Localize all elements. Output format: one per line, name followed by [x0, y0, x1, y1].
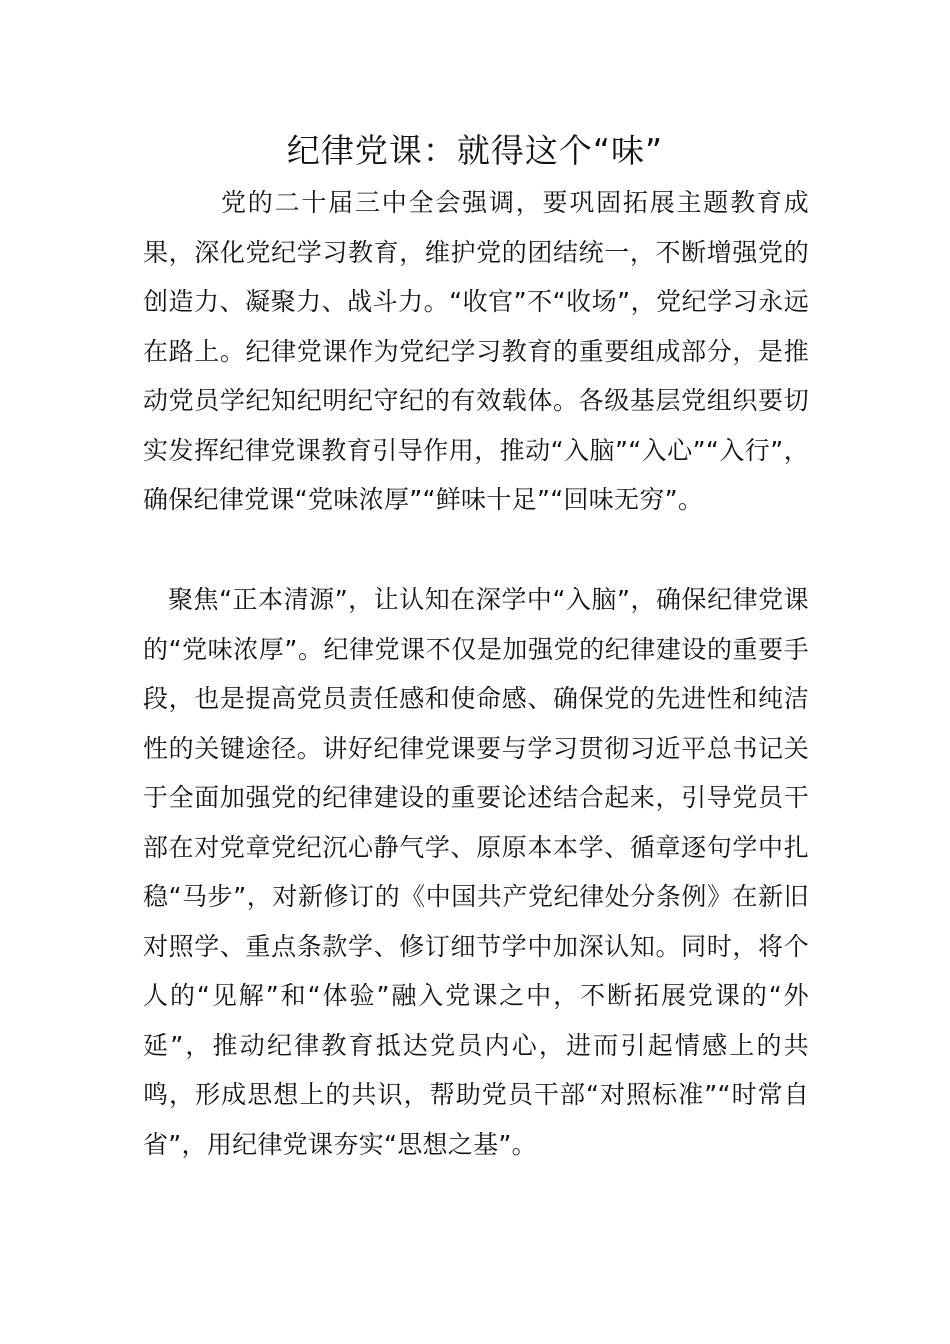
paragraph-intro: 党的二十届三中全会强调，要巩固拓展主题教育成果，深化党纪学习教育，维护党的团结统一，不断增强党的创造力、凝聚力、战斗力。“收官”不“收场”，党纪学习永远在路上。纪律党课作为党纪学习教育的重要组成部分，是推动党员学纪知纪明纪守纪的有效载体。各级基层党组织要切实发挥纪律党课教育引导作用，推动“入脑”“入心”“入行”，确保纪律党课“党味浓厚”“鲜味十足”“回味无穷”。 — [143, 188, 809, 514]
paragraph-focus-source: 聚焦“正本清源”，让认知在深学中“入脑”，确保纪律党课的“党味浓厚”。纪律党课不仅是加强党的纪律建设的重要手段，也是提高党员责任感和使命感、确保党的先进性和纯洁性的关键途径。讲好纪律党课要与学习贯彻习近平总书记关于全面加强党的纪律建设的重要论述结合起来，引导党员干部在对党章党纪沉心静气学、原原本本学、循章逐句学中扎稳“马步”，对新修订的《中国共产党纪律处分条例》在新旧对照学、重点条款学、修订细节学中加深认知。同时，将个人的“见解”和“体验”融入党课之中，不断拓展党课的“外延”，推动纪律教育抵达党员内心，进而引起情感上的共鸣，形成思想上的共识，帮助党员干部“对照标准”“时常自省”，用纪律党课夯实“思想之基”。 — [143, 585, 809, 1159]
document-title: 纪律党课：就得这个“味” — [286, 131, 664, 170]
